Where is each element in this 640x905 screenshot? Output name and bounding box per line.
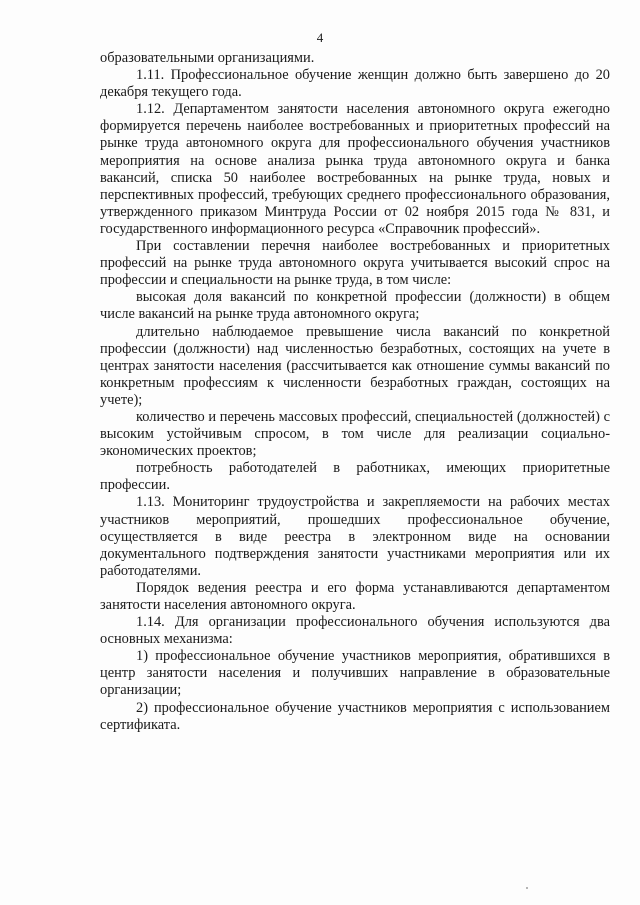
page-number: 4 bbox=[316, 30, 324, 45]
list-item-vacancy-excess: длительно наблюдаемое превышение числа вакансий по конкретной профессии (должности) над численностью безработных, состоящих на учете в центрах занятости населения (рассчитывается как отношение суммы вакансий по конкретным профессиям к численности безработных граждан, состоящих на учете); bbox=[100, 323, 610, 408]
list-item-mass-professions: количество и перечень массовых профессий, специальностей (должностей) с высоким устойчивым спросом, в том числе для реализации социально-экономических проектов; bbox=[100, 408, 610, 460]
paragraph-1-11: 1.11. Профессиональное обучение женщин должно быть завершено до 20 декабря текущего года. bbox=[100, 67, 610, 101]
list-item-mechanism-1: 1) профессиональное обучение участников мероприятия, обратившихся в центр занятости населения и получивших направление в образовательные организации; bbox=[100, 648, 610, 699]
paragraph-1-12: 1.12. Департаментом занятости населения автономного округа ежегодно формируется перечень наиболее востребованных и приоритетных профессий на рынке труда автономного округа для профессионального обучения участников мероприятия на основе анализа рынка труда автономного округа и банка вакансий, списка 50 наиболее востребованных на рынке труда, новых и перспективных профессий, требующих среднего профессионального образования, утвержденного приказом Минтруда России от 02 ноября 2015 года № 831, и государственного информационного ресурса «Справочник профессий». bbox=[100, 101, 610, 237]
document-body bbox=[100, 50, 610, 734]
paragraph-registry-order: Порядок ведения реестра и его форма устанавливаются департаментом занятости населения автономного округа. bbox=[100, 579, 610, 613]
paragraph-continuation: образовательными организациями. bbox=[100, 50, 315, 66]
paragraph-demand-criteria: При составлении перечня наиболее востребованных и приоритетных профессий на рынке труда автономного округа учитывается высокий спрос на профессии и специальности на рынке труда, в том числе: bbox=[100, 238, 610, 289]
list-item-vacancy-share: высокая доля вакансий по конкретной профессии (должности) в общем числе вакансий на рынке труда автономного округа; bbox=[100, 289, 610, 323]
paragraph-1-14: 1.14. Для организации профессионального обучения используются два основных механизма: bbox=[100, 614, 610, 648]
scan-speck bbox=[526, 887, 528, 889]
list-item-employer-needs: потребность работодателей в работниках, имеющих приоритетные профессии. bbox=[100, 460, 610, 494]
list-item-mechanism-2: 2) профессиональное обучение участников мероприятия с использованием сертификата. bbox=[100, 699, 610, 733]
paragraph-1-13: 1.13. Мониторинг трудоустройства и закрепляемости на рабочих местах участников мероприятий, прошедших профессиональное обучение, осуществляется в виде реестра в электронном виде на основании документального подтверждения занятости участниками мероприятия или их работодателями. bbox=[100, 494, 610, 579]
